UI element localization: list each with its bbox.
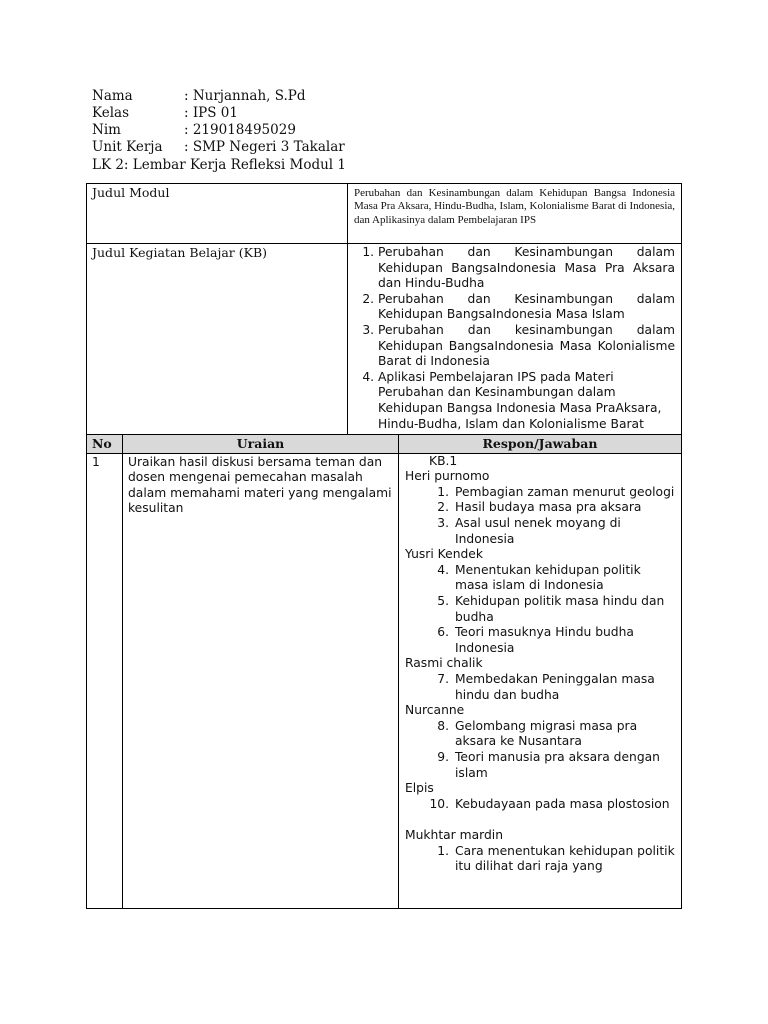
list-item [405,719,677,750]
item-number: 5. [437,593,449,608]
item-number: 7. [437,671,449,686]
item-number: 1. [437,484,449,499]
list-item: 3. Perubahan dan kesinambungan dalam Kehidupan BangsaIndonesia Masa Kolonialisme Barat di Indonesia [378,323,675,370]
table-row-judul-modul [87,184,682,244]
respon-group-name: Nurcanne [405,703,465,718]
header-info [92,88,345,156]
header-value: : Nurjannah, S.Pd [184,88,306,104]
list-item [405,516,677,547]
table-header-row [87,435,682,454]
judul-modul-label: Judul Modul [87,184,348,244]
list-item [405,844,677,875]
column-header-uraian: Uraian [123,435,399,454]
header-row-nama [92,88,345,105]
item-number: 2. [437,500,449,515]
respon-group-name: Mukhtar mardin [405,828,504,843]
header-value: : 219018495029 [184,122,296,138]
column-header-no: No [87,435,123,454]
item-number: 1. [437,843,449,858]
row-number: 1 [87,453,123,908]
respon-cell [399,453,682,908]
respon-group-name: Elpis [405,781,434,796]
item-text: Teori masuknya Hindu budha Indonesia [455,625,634,655]
item-text: Teori manusia pra aksara dengan islam [455,749,660,780]
header-row-kelas [92,105,345,122]
item-text: Cara menentukan kehidupan politik itu dilihat dari raja yang [455,843,675,874]
row-uraian: Uraikan hasil diskusi bersama teman dan dosen mengenai pemecahan masalah dalam memahami materi yang mengalami kesulitan [123,453,399,908]
item-text: Gelombang migrasi masa pra aksara ke Nusantara [455,718,638,749]
header-value: : SMP Negeri 3 Takalar [184,139,345,155]
header-key: Nim [92,122,121,138]
list-item [405,594,677,625]
list-item: 1. Perubahan dan Kesinambungan dalam Kehidupan BangsaIndonesia Masa Pra Aksara dan Hindu-Budha [378,245,675,292]
header-row-nim [92,122,345,139]
item-number: 4. [437,562,449,577]
kb-list-cell [348,244,682,435]
item-text: Kehidupan politik masa hindu dan budha [455,593,665,624]
item-number: 10. [429,796,449,811]
header-value: : IPS 01 [184,105,238,121]
column-header-respon: Respon/Jawaban [399,435,682,454]
list-item [405,672,677,703]
item-text: Menentukan kehidupan politik masa islam di Indonesia [455,562,641,593]
item-number: 8. [437,718,449,733]
list-item [405,563,677,594]
respon-group-name: Yusri Kendek [405,547,483,562]
table-row-judul-kb [87,244,682,435]
list-item [405,625,677,656]
header-key: Nama [92,88,133,104]
header-row-unit-kerja [92,139,345,156]
header-key: Unit Kerja [92,139,163,155]
list-item [405,797,677,813]
judul-modul-value: Perubahan dan Kesinambungan dalam Kehidupan Bangsa Indonesia Masa Pra Aksara, Hindu-Budha, Islam, Kolonialisme Barat di Indonesia, dan Aplikasinya dalam Pembelajaran IPS [348,184,682,244]
respon-group-name: Rasmi chalik [405,656,483,671]
item-text: Membedakan Peninggalan masa hindu dan budha [455,671,655,702]
item-text: Pembagian zaman menurut geologi [455,484,675,499]
spacer [405,812,677,828]
list-item: 4. Aplikasi Pembelajaran IPS pada Materi Perubahan dan Kesinambungan dalam Kehidupan Bangsa Indonesia Masa PraAksara, Hindu-Budha, Islam dan Kolonialisme Barat [378,370,675,432]
item-number: 3. [437,516,449,530]
item-number: 6. [437,625,449,640]
item-text: Kebudayaan pada masa plostosion [455,796,670,811]
reflection-table [86,183,682,909]
table-row [87,453,682,908]
list-item [405,485,677,501]
list-item [405,750,677,781]
document-title: LK 2: Lembar Kerja Refleksi Modul 1 [92,157,347,173]
respon-group-name: Heri purnomo [405,469,490,484]
respon-kb-title: KB.1 [429,453,458,468]
item-number: 9. [437,749,449,764]
list-item: 2. Perubahan dan Kesinambungan dalam Kehidupan BangsaIndonesia Masa Islam [378,292,675,323]
item-text: Asal usul nenek moyang di Indonesia [455,516,621,546]
judul-kb-label: Judul Kegiatan Belajar (KB) [87,244,348,435]
kb-list [352,245,675,432]
list-item [405,500,677,516]
header-key: Kelas [92,105,130,121]
item-text: Hasil budaya masa pra aksara [455,500,642,515]
